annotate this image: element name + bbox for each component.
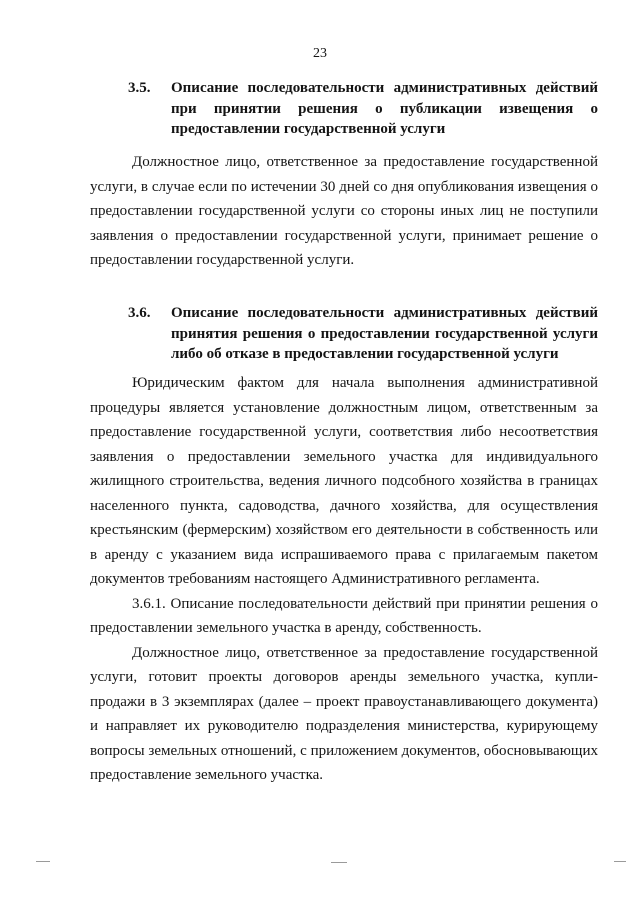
page-number: 23 [313, 46, 327, 61]
paragraph: 3.6.1. Описание последовательности действий при принятии решения о предоставлении земельного участка в аренду, собственность. [90, 595, 598, 636]
section-3-5-body [90, 150, 598, 273]
scan-artifact [36, 861, 50, 862]
section-title: Описание последовательности административных действий принятия решения о предоставлении государственной услуги либо об отказе в предоставлении государственной услуги [171, 305, 598, 362]
section-3-6-heading [128, 303, 598, 365]
paragraph: Должностное лицо, ответственное за предоставление государственной услуги, готовит проекты договоров аренды земельного участка, купли-продажи в 3 экземплярах (далее – проект правоустанавливающего документа) и направляет их руководителю подразделения министерства, курирующему вопросы земельных отношений, с приложением документов, обосновывающих предоставление земельного участка. [90, 644, 598, 783]
scan-artifact [331, 862, 347, 863]
scan-artifact [614, 861, 626, 862]
section-3-5-heading [128, 78, 598, 140]
section-title: Описание последовательности административных действий при принятии решения о публикации извещения о предоставлении государственной услуги [171, 80, 598, 137]
section-number: 3.5. [128, 80, 151, 96]
paragraph: Юридическим фактом для начала выполнения административной процедуры является установление должностным лицом, ответственным за предоставление государственной услуги, соответствия либо несоответствия заявления о предоставлении земельного участка для индивидуального жилищного строительства, ведения личного подсобного хозяйства в границах населенного пункта, садоводства, дачного хозяйства, для осуществления крестьянским (фермерским) хозяйством его деятельности в собственность или в аренду с указанием вида испрашиваемого права с прилагаемым пакетом документов требованиям настоящего Административного регламента. [90, 375, 598, 587]
section-3-6-body [90, 371, 598, 788]
section-number: 3.6. [128, 305, 151, 321]
paragraph: Должностное лицо, ответственное за предоставление государственной услуги, в случае если по истечении 30 дней со дня опубликования извещения о предоставлении государственной услуги со стороны иных лиц не поступили заявления о предоставлении государственной услуги, принимает решение о предоставлении государственной услуги. [90, 154, 598, 268]
